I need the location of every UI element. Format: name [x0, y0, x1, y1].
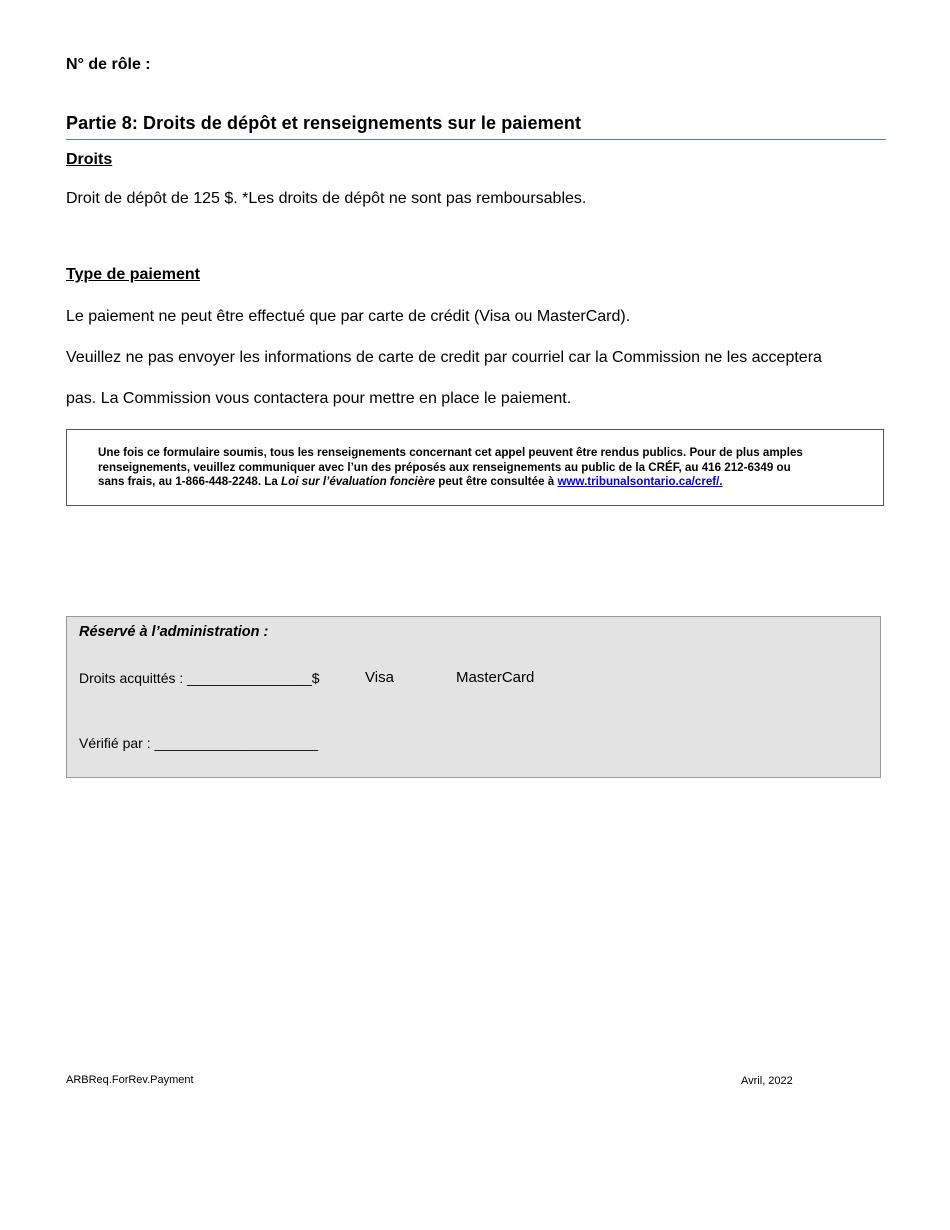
notice-line-3	[98, 475, 869, 490]
mastercard-option: MasterCard	[456, 669, 535, 686]
payment-text-line-1: Le paiement ne peut être effectué que par carte de crédit (Visa ou MasterCard).	[66, 308, 631, 325]
part-title: Partie 8: Droits de dépôt et renseignements sur le paiement	[66, 113, 582, 133]
footer-form-code: ARBReq.ForRev.Payment	[66, 1074, 194, 1086]
notice-line-3-start: sans frais, au 1-866-448-2248. La	[98, 475, 282, 488]
verified-by-field: Vérifié par : _____________________	[79, 735, 318, 751]
law-name: Loi sur l’évaluation foncière	[281, 475, 436, 488]
fees-paid-field: Droits acquittés : ________________$	[79, 670, 320, 686]
fees-heading: Droits	[66, 151, 113, 168]
notice-line-3-mid: peut être consultée à	[435, 475, 558, 488]
admin-use-box	[66, 616, 881, 778]
payment-text-line-3: pas. La Commission vous contactera pour mettre en place le paiement.	[66, 390, 572, 407]
payment-text-line-2: Veuillez ne pas envoyer les informations de carte de credit par courriel car la Commission ne les acceptera	[66, 349, 822, 366]
fee-text: Droit de dépôt de 125 $. *Les droits de dépôt ne sont pas remboursables.	[66, 190, 587, 207]
tribunal-website-link[interactable]: www.tribunalsontario.ca/cref/.	[557, 475, 723, 488]
section-divider	[66, 139, 886, 140]
visa-option: Visa	[365, 669, 394, 686]
footer-date: Avril, 2022	[741, 1075, 793, 1087]
role-number-label: N° de rôle :	[66, 56, 151, 73]
notice-line-1: Une fois ce formulaire soumis, tous les renseignements concernant cet appel peuvent être rendus publics. Pour de plus amples	[98, 446, 803, 459]
public-notice-box	[66, 429, 884, 506]
payment-type-heading: Type de paiement	[66, 266, 200, 283]
admin-title: Réservé à l’administration :	[79, 624, 269, 640]
notice-line-2: renseignements, veuillez communiquer avec l’un des préposés aux renseignements au public de la CRÉF, au 416 212-6349 ou	[98, 460, 791, 474]
